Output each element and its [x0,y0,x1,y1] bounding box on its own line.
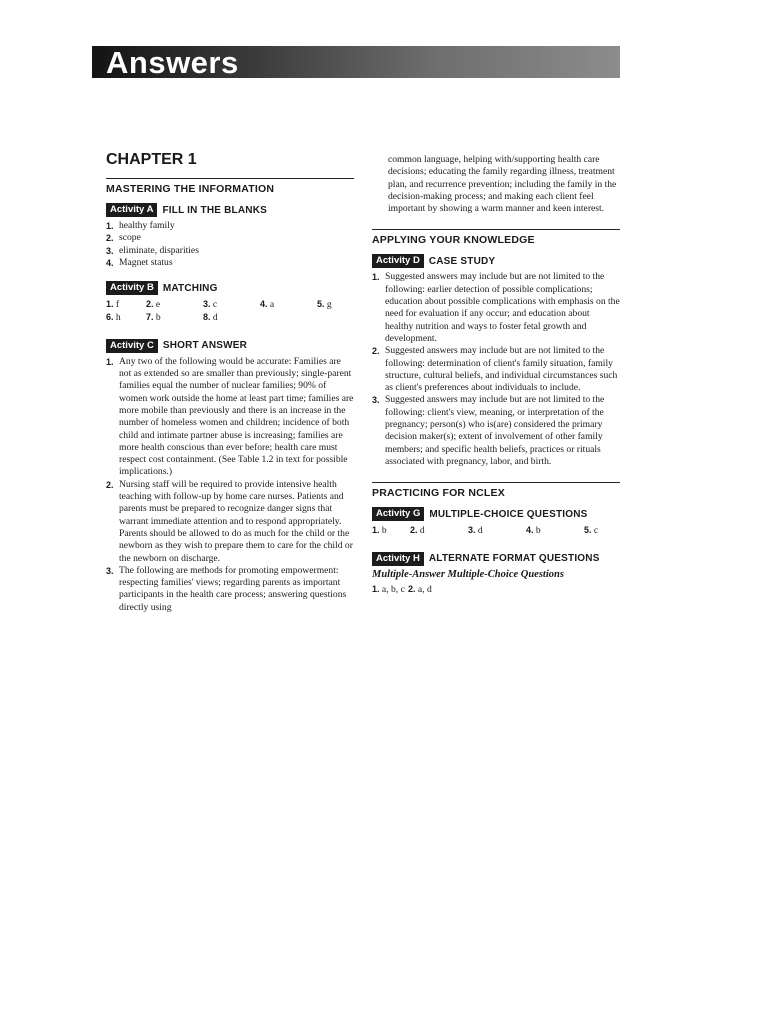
activity-b-row-1 [106,298,354,311]
activity-c-label: SHORT ANSWER [162,340,248,352]
activity-d-header [372,254,620,268]
list-item: 3. eliminate, disparities [106,244,199,256]
page-title: Answers [106,45,239,80]
match-item: 6. h [106,312,121,324]
section-applying-title: APPLYING YOUR KNOWLEDGE [372,229,620,246]
list-item: 1. Any two of the following would be accurate: Families are not as extended so are smaller than previously; single-parent families equal the number of nuclear families; 90% of women work outside the home at least part time; families are more mobile than previously and there is an increase in the number of homeless women and children; incidence of both child and intimate partner abuse is increasing; families are more health conscious than ever before; health care must respect cost containment. (See Table 1.2 in text for possible implications.) [106,355,354,478]
activity-h-label: ALTERNATE FORMAT QUESTIONS [428,553,600,565]
activity-b-label: MATCHING [162,282,218,294]
match-item: 8. d [203,312,218,324]
list-item: 2. Nursing staff will be required to provide intensive health teaching with follow-up by home care nurses. Patients and parents must be prepared to recognize danger signs that warrant immediate attention and to respond appropriately. Parents should be allowed to do as much for the child or the newborn as they wish to prepare them to care for the child or the newborn on discharge. [106,478,353,564]
activity-b-row-2 [106,311,354,324]
activity-g-label: MULTIPLE-CHOICE QUESTIONS [429,508,588,520]
activity-a-badge: Activity A [106,203,157,217]
mc-answer: 1. a, b, c [372,583,405,595]
list-item: 4. Magnet status [106,256,173,268]
activity-d-list [372,271,620,468]
mc-answer: 3. d [468,525,483,537]
activity-a-header [106,203,354,217]
activity-g-header [372,507,620,521]
activity-g-answers [372,524,620,537]
section-nclex-title: PRACTICING FOR NCLEX [372,482,620,499]
match-item: 7. b [146,312,161,324]
activity-a-label: FILL IN THE BLANKS [162,204,267,216]
list-item: 3. The following are methods for promoting empowerment: respecting families' views; regarding parents as important participants in the health care process; answering questions directly using [106,564,347,613]
section-mastering-title: MASTERING THE INFORMATION [106,178,354,195]
list-item: 1. Suggested answers may include but are not limited to the following: earlier detection of possible complications; education about possible complications with emphasis on the need for evaluation if any occur; and education about healthy nutrition and ways to foster fetal growth and development. [372,271,620,344]
activity-a-list [106,220,354,269]
list-item: 3. Suggested answers may include but are not limited to the following: client's view, meaning, or interpretation of the pregnancy; person(s) who is(are) considered the primary decision maker(s); extent of involvement of other family members; and specific health beliefs, practices or rituals associated with pregnancy, labor, and birth. [372,394,605,467]
activity-h-badge: Activity H [372,552,424,566]
match-item: 5. g [317,299,332,311]
right-column [372,154,620,596]
mc-answer: 5. c [584,525,599,537]
activity-c-header [106,339,354,353]
activity-c-continuation: common language, helping with/supporting health care decisions; educating the family regarding illness, treatment plan, and recurrence prevention; including the family in the decision-making process; and making each client feel important by showing a warm manner and keen interest. [388,154,617,215]
match-item: 3. c [203,299,218,311]
list-item: 2. Suggested answers may include but are not limited to the following: determination of client's family situation, family structure, cultural beliefs, and individual circumstances such as client's preferences about individuals to include. [372,345,618,394]
mc-answer: 4. b [526,525,541,537]
activity-d-badge: Activity D [372,254,424,268]
list-item: 2. scope [106,232,141,244]
activity-c-badge: Activity C [106,339,158,353]
activity-d-label: CASE STUDY [428,255,496,267]
left-column [106,150,354,614]
answers-banner [92,46,620,78]
activity-g-badge: Activity G [372,507,424,521]
activity-b-badge: Activity B [106,281,158,295]
mc-answer: 1. b [372,525,387,537]
mc-answer: 2. d [410,525,425,537]
activity-b-header [106,281,354,295]
list-item: 1. healthy family [106,220,175,231]
match-item: 1. f [106,299,120,311]
activity-c-list [106,356,354,614]
activity-h-header [372,552,620,566]
activity-h-subhead: Multiple-Answer Multiple-Choice Questions [372,568,564,580]
chapter-title: CHAPTER 1 [106,151,197,168]
activity-h-answers [372,583,620,596]
match-item: 4. a [260,299,275,311]
mc-answer: 2. a, d [408,583,432,595]
match-item: 2. e [146,299,161,311]
